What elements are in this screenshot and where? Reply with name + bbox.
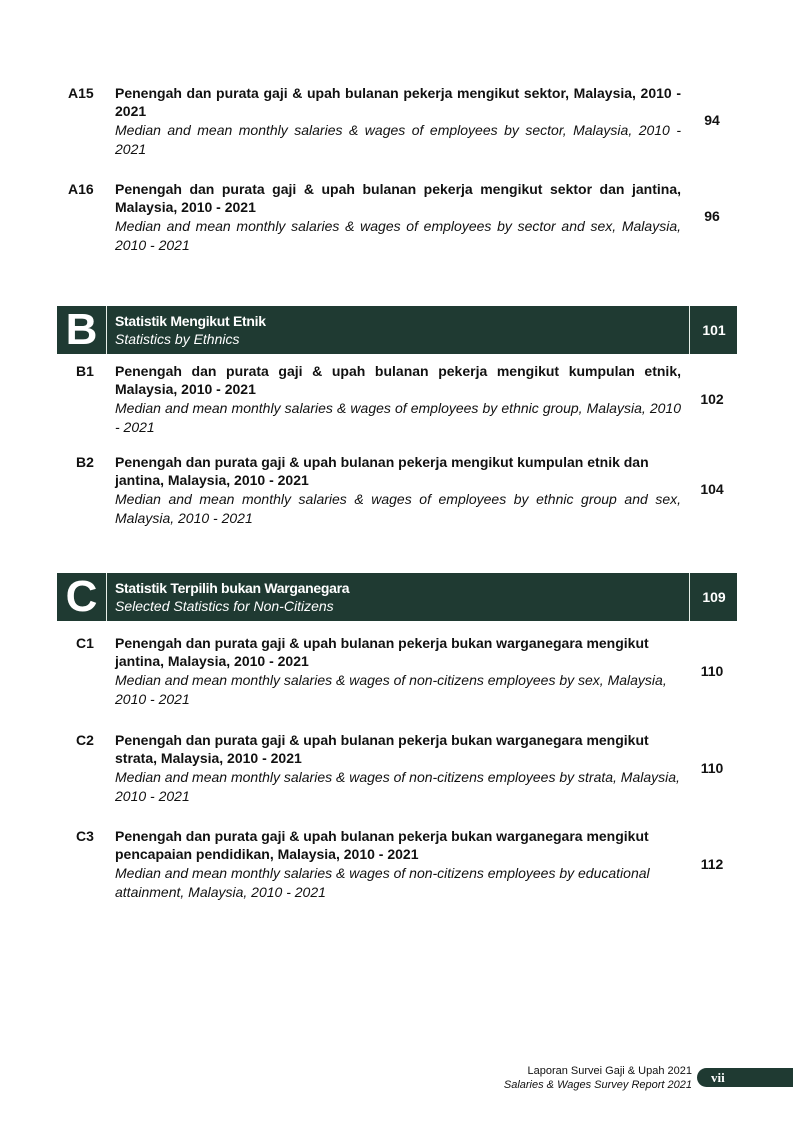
section-page-number: 101 <box>689 306 738 354</box>
page-number-tab <box>697 1068 793 1087</box>
section-title-ms: Statistik Mengikut Etnik <box>115 313 266 329</box>
footer-title-ms: Laporan Survei Gaji & Upah 2021 <box>527 1065 692 1077</box>
entry-title-en: Median and mean monthly salaries & wages of employees by sector and sex, Malaysia, 2010 - 2021 <box>115 218 681 253</box>
entry-title-ms: Penengah dan purata gaji & upah bulanan pekerja bukan warganegara mengikut pencapaian pendidikan, Malaysia, 2010 - 2021 <box>115 828 649 862</box>
entry-page-number: 102 <box>700 391 724 407</box>
entry-code: C3 <box>76 828 94 844</box>
section-c-header <box>57 573 737 621</box>
footer-title-en: Salaries & Wages Survey Report 2021 <box>503 1079 692 1091</box>
entry-page-number: 110 <box>700 760 724 776</box>
section-title-ms: Statistik Terpilih bukan Warganegara <box>115 580 350 596</box>
section-title-en: Statistics by Ethnics <box>115 331 240 347</box>
entry-page-number: 112 <box>700 856 724 872</box>
entry-title-en: Median and mean monthly salaries & wages of employees by ethnic group and sex, Malaysia, 2010 - 2021 <box>115 491 681 526</box>
entry-title-en: Median and mean monthly salaries & wages of non-citizens employees by sex, Malaysia, 2010 - 2021 <box>115 672 667 707</box>
entry-title-en: Median and mean monthly salaries & wages of employees by ethnic group, Malaysia, 2010 - 2021 <box>115 400 681 435</box>
section-letter: C <box>57 573 107 621</box>
entry-title-ms: Penengah dan purata gaji & upah bulanan pekerja mengikut sektor, Malaysia, 2010 - 2021 <box>115 85 681 119</box>
entry-title-en: Median and mean monthly salaries & wages of non-citizens employees by educational attainment, Malaysia, 2010 - 2021 <box>115 865 650 900</box>
section-page-number: 109 <box>689 573 738 621</box>
entry-page-number: 104 <box>700 481 724 497</box>
entry-page-number: 94 <box>704 112 720 128</box>
footer-report-title <box>504 1064 692 1092</box>
section-title-en: Selected Statistics for Non-Citizens <box>115 598 334 614</box>
entry-title-en: Median and mean monthly salaries & wages of non-citizens employees by strata, Malaysia, 2010 - 2021 <box>115 769 680 804</box>
entry-code: B2 <box>76 454 94 470</box>
entry-title-ms: Penengah dan purata gaji & upah bulanan pekerja mengikut sektor dan jantina, Malaysia, 2010 - 2021 <box>115 181 681 215</box>
entry-code: A15 <box>68 85 94 101</box>
entry-title-ms: Penengah dan purata gaji & upah bulanan pekerja bukan warganegara mengikut jantina, Malaysia, 2010 - 2021 <box>115 635 649 669</box>
page-number: vii <box>711 1070 725 1085</box>
entry-title-en: Median and mean monthly salaries & wages of employees by sector, Malaysia, 2010 - 2021 <box>115 122 681 157</box>
entry-page-number: 96 <box>704 208 720 224</box>
section-b-header <box>57 306 737 354</box>
entry-code: B1 <box>76 363 94 379</box>
entry-title-ms: Penengah dan purata gaji & upah bulanan pekerja mengikut kumpulan etnik, Malaysia, 2010 - 2021 <box>115 363 681 397</box>
entry-title-ms: Penengah dan purata gaji & upah bulanan pekerja mengikut kumpulan etnik dan jantina, Malaysia, 2010 - 2021 <box>115 454 649 488</box>
entry-code: C2 <box>76 732 94 748</box>
entry-title-ms: Penengah dan purata gaji & upah bulanan pekerja bukan warganegara mengikut strata, Malaysia, 2010 - 2021 <box>115 732 649 766</box>
entry-code: A16 <box>68 181 94 197</box>
entry-page-number: 110 <box>700 663 724 679</box>
entry-code: C1 <box>76 635 94 651</box>
section-letter: B <box>57 306 107 354</box>
